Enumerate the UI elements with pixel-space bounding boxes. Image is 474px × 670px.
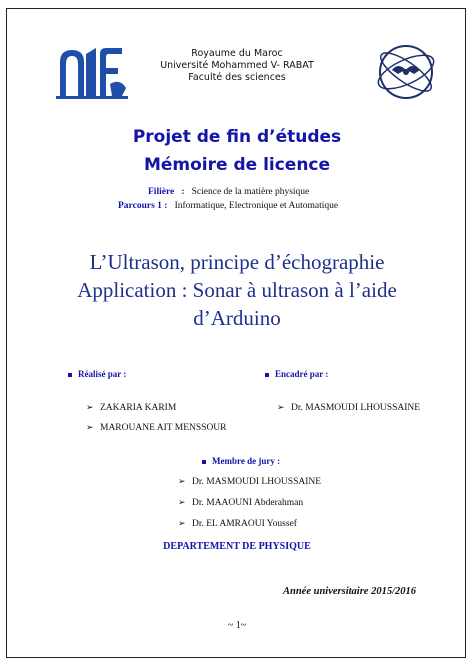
academic-year: Année universitaire 2015/2016: [283, 586, 417, 597]
parcours-label: Parcours 1 :: [118, 201, 168, 211]
realise-person-2: [86, 422, 227, 433]
jury-heading-text: Membre de jury :: [212, 456, 281, 466]
parcours-line: [118, 201, 338, 211]
jury-person-2: [178, 497, 303, 508]
header-line-faculty: Faculté des sciences: [188, 72, 286, 83]
filiere-line: [148, 187, 309, 197]
jury-person-1-name: Dr. MASMOUDI LHOUSSAINE: [192, 477, 322, 487]
realise-heading: [68, 369, 126, 379]
filiere-value: Science de la matière physique: [191, 187, 310, 197]
arrow-bullet-icon: ➢: [178, 518, 186, 528]
arrow-bullet-icon: ➢: [277, 402, 285, 412]
realise-person-2-name: MAROUANE AIT MENSSOUR: [100, 423, 227, 433]
arrow-bullet-icon: ➢: [86, 402, 94, 412]
page-frame: [6, 8, 466, 658]
bullet-square-icon: [265, 373, 269, 377]
bullet-square-icon: [68, 373, 72, 377]
jury-person-2-name: Dr. MAAOUNI Abderahman: [192, 498, 304, 508]
jury-person-3: [178, 518, 297, 529]
realise-person-1-name: ZAKARIA KARIM: [100, 403, 177, 413]
header-line-kingdom: Royaume du Maroc: [191, 48, 283, 59]
department-name: DEPARTEMENT DE PHYSIQUE: [163, 541, 311, 552]
arrow-bullet-icon: ➢: [178, 497, 186, 507]
arrow-bullet-icon: ➢: [178, 476, 186, 486]
encadre-heading: [265, 369, 328, 379]
subject-line-1: L’Ultrason, principe d’échographie: [89, 250, 385, 274]
encadre-heading-text: Encadré par :: [275, 369, 329, 379]
header-line-university: Université Mohammed V- RABAT: [160, 60, 314, 71]
title-memoire: Mémoire de licence: [143, 155, 331, 175]
page-number: ~ 1~: [227, 620, 247, 631]
filiere-label: Filière: [148, 187, 175, 197]
parcours-value: Informatique, Electronique et Automatique: [174, 201, 339, 211]
subject-line-3: d’Arduino: [193, 306, 281, 330]
filiere-separator: :: [181, 187, 185, 197]
subject-line-2: Application : Sonar à ultrason à l’aide: [77, 278, 397, 302]
bullet-square-icon: [202, 460, 206, 464]
title-project: Projet de fin d’études: [132, 127, 342, 147]
realise-heading-text: Réalisé par :: [78, 369, 127, 379]
arrow-bullet-icon: ➢: [86, 422, 94, 432]
encadre-person-1: [277, 402, 420, 413]
realise-person-1: [86, 402, 176, 413]
encadre-person-1-name: Dr. MASMOUDI LHOUSSAINE: [291, 403, 421, 413]
jury-heading: [202, 456, 280, 466]
jury-person-1: [178, 476, 321, 487]
jury-person-3-name: Dr. EL AMRAOUI Youssef: [192, 519, 297, 529]
